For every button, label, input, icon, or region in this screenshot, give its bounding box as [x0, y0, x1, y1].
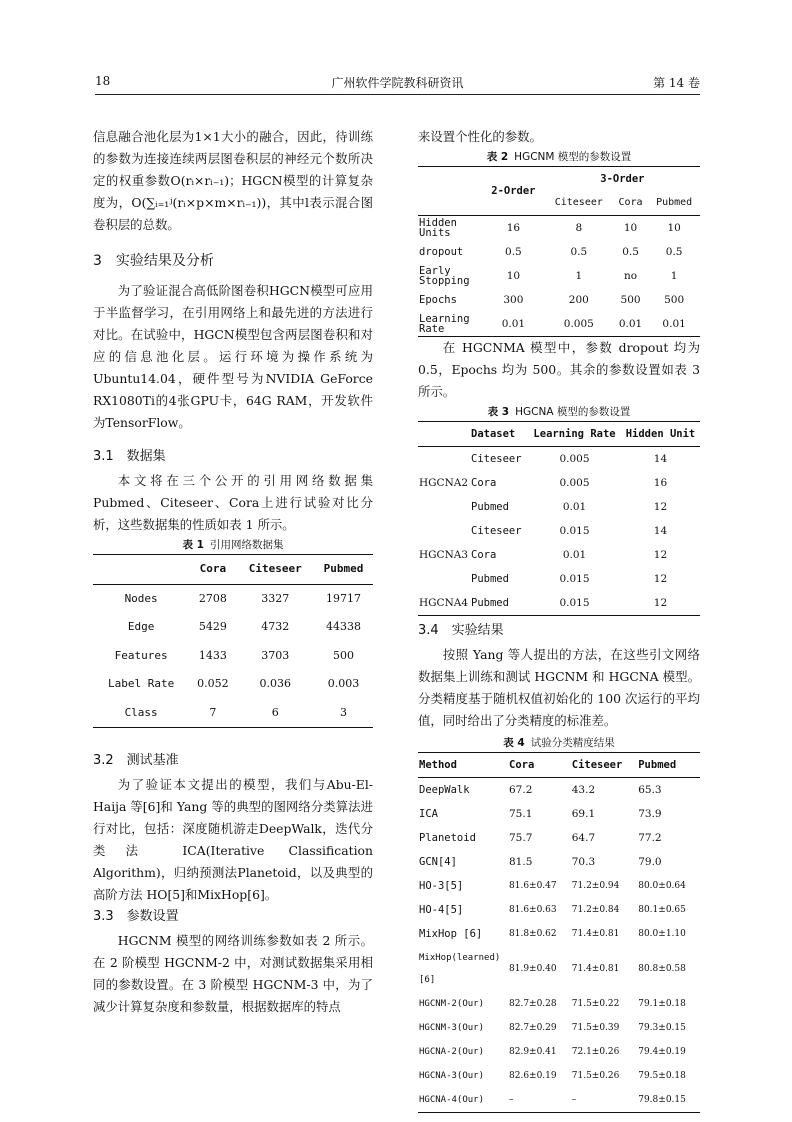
table-cell: 12 [653, 597, 668, 609]
table-row [418, 591, 700, 616]
running-header [95, 72, 700, 95]
journal-title: 广州软件学院教科研资讯 [331, 76, 464, 90]
table-row [93, 584, 373, 613]
table-cell: 0.5 [665, 246, 683, 258]
table-cell: 1 [575, 270, 583, 282]
table-cell: 0.015 [559, 597, 590, 609]
table-cell: 200 [568, 294, 589, 306]
paragraph-baselines: 为了验证本文提出的模型，我们与Abu-El-Haija 等[6]和 Yang 等的典型的图网络分类算法进行对比，包括：深度随机游走DeepWalk，迭代分类法 ICA(Iterative Classification Algorithm)，归纳预测法Planetoid，以及典型的高阶方法 HO[5]和MixHop[6]。 [93, 777, 373, 902]
table-cell: 43.2 [571, 784, 596, 796]
table-row [418, 1016, 700, 1040]
table-cell: Learning Rate [419, 313, 470, 335]
table-cell: 79.0 [638, 856, 662, 868]
table-row [418, 312, 700, 337]
table-cell: 79.1±0.18 [638, 999, 686, 1009]
section-3-heading: 3 实验结果及分析 [93, 253, 214, 269]
table-cell: 72.1±0.26 [571, 1047, 620, 1057]
table-row [418, 1064, 700, 1088]
table-cell: HGCNA-4(Our) [419, 1095, 485, 1105]
table-cell: 81.8±0.62 [509, 929, 557, 939]
table-row [418, 992, 700, 1016]
table-cell: 82.9±0.41 [509, 1047, 557, 1057]
table4-header: Method [419, 759, 457, 771]
table-cell: Pubmed [471, 501, 509, 513]
table-cell: 12 [653, 573, 668, 585]
table1-caption [93, 536, 373, 554]
table-cell: 71.2±0.84 [571, 905, 620, 915]
table-cell: 0.005 [559, 453, 590, 465]
paragraph-results: 按照 Yang 等人提出的方法，在这些引文网络数据集上训练和测试 HGCNM 和 HGCNA 模型。分类精度基于随机权值初始化的 100 次运行的平均值，同时给出了分类精度的标准差。 [418, 647, 700, 728]
table3-header: Learning Rate [533, 428, 616, 440]
table1-label: 表 1 [182, 539, 204, 551]
table-cell: 0.005 [563, 318, 594, 330]
table2-header-3order: 3-Order [600, 173, 645, 185]
table-cell: 71.5±0.26 [571, 1071, 620, 1081]
table-cell: 3 [340, 705, 348, 719]
table-row [418, 264, 700, 288]
paragraph-complexity: 信息融合池化层为1×1大小的融合，因此，待训练的参数为连接连续两层图卷积层的神经元个数所决定的权重参数O(rᵢ×rᵢ₋₁)；HGCN模型的计算复杂度为，O(∑ᵢ₌₁ʲ(rᵢ×p×m×rᵢ₋₁))，其中l表示混合图卷积层的总数。 [93, 129, 373, 232]
table-cell: 44338 [326, 620, 362, 634]
table-cell: 71.4±0.81 [571, 929, 620, 939]
table-cell: MixHop(learned)[6] [419, 953, 501, 985]
table-cell: 14 [653, 525, 668, 537]
table-cell: 81.9±0.40 [509, 964, 557, 974]
table-cell: 71.5±0.22 [571, 999, 620, 1009]
table-cell: 82.7±0.28 [509, 999, 557, 1009]
table-row [418, 778, 700, 803]
section-3-4-heading: 3.4 实验结果 [418, 623, 504, 638]
table4-title: 试验分类精度结果 [530, 737, 615, 749]
paragraph-datasets: 本文将在三个公开的引用网络数据集Pubmed、Citeseer、Cora上进行试验对比分析，这些数据集的性质如表 1 所示。 [93, 473, 373, 532]
page-number: 18 [95, 74, 111, 88]
table-cell: 3327 [261, 591, 290, 605]
table1 [93, 554, 373, 728]
table-row [418, 898, 700, 922]
table-cell: 0.5 [570, 246, 588, 258]
table-cell: 82.7±0.29 [509, 1023, 557, 1033]
table-cell: HGCNA-3(Our) [419, 1071, 485, 1081]
table-cell: 79.8±0.15 [638, 1095, 686, 1105]
table-cell: HGCNA-2(Our) [419, 1047, 485, 1057]
table-row [418, 874, 700, 898]
table-cell: 500 [620, 294, 641, 306]
table-cell: 73.9 [638, 808, 662, 820]
table-cell: 81.6±0.63 [509, 905, 557, 915]
table-cell: Hidden Units [419, 217, 457, 239]
table-cell: 71.2±0.94 [571, 881, 620, 891]
table3-group-label: HGCNA2 [419, 477, 469, 489]
section-3-3-heading: 3.3 参数设置 [93, 909, 179, 924]
table-cell: 500 [664, 294, 685, 306]
table-cell: 79.5±0.18 [638, 1071, 686, 1081]
table-cell: 2708 [198, 591, 227, 605]
table-cell: 81.5 [509, 856, 533, 868]
table-cell: 0.005 [559, 477, 590, 489]
table-cell: Pubmed [471, 597, 509, 609]
table-row [418, 240, 700, 264]
table-cell: – [571, 1095, 577, 1105]
table2-subheader: Citeseer [554, 197, 603, 208]
table-cell: 79.4±0.19 [638, 1047, 686, 1057]
table2-subheader: Cora [618, 197, 643, 208]
table3-header: Dataset [471, 428, 516, 440]
table-cell: 70.3 [571, 856, 596, 868]
table1-header: Cora [199, 562, 227, 576]
right-column [418, 126, 700, 1113]
table-cell: Cora [471, 549, 497, 561]
table3-header: Hidden Unit [625, 428, 696, 440]
table-row [418, 1040, 700, 1064]
table-cell: ICA [419, 808, 438, 820]
table1-header: Pubmed [323, 562, 364, 576]
paragraph-setup: 为了验证混合高低阶图卷积HGCN模型可应用于半监督学习，在引用网络上和最先进的方法进行对比。在试验中，HGCN模型包含两层图卷积和对应的信息池化层。运行环境为操作系统为Ubuntu14.04，硬件型号为NVIDIA GeForce RX1080Ti的4张GPU卡，64G RAM，开发软件为TensorFlow。 [93, 283, 373, 430]
table-cell: 6 [271, 705, 279, 719]
table-cell: 0.015 [559, 525, 590, 537]
table3-header [418, 422, 470, 447]
table-cell: 82.6±0.19 [509, 1071, 557, 1081]
table-cell: Pubmed [471, 573, 509, 585]
table2-empty-header [418, 167, 482, 192]
table-cell: Citeseer [471, 453, 522, 465]
table2-header-row [418, 167, 700, 192]
table-cell: Cora [471, 477, 497, 489]
table-cell: 71.5±0.39 [571, 1023, 620, 1033]
table-cell: 8 [575, 222, 583, 234]
table-cell: 19717 [326, 591, 362, 605]
table-cell: 0.052 [197, 677, 229, 691]
table-cell: 0.5 [505, 246, 522, 258]
table-cell: 75.1 [509, 808, 533, 820]
table3-title: HGCNA 模型的参数设置 [515, 406, 631, 418]
table-cell: 10 [623, 222, 638, 234]
table-cell: 0.036 [259, 677, 292, 691]
table-row [418, 519, 700, 543]
table-cell: 0.01 [562, 501, 587, 513]
table2-title: HGCNM 模型的参数设置 [514, 151, 632, 163]
table3-caption [418, 403, 700, 421]
table-cell: 16 [506, 222, 521, 234]
table3-header-row [418, 422, 700, 447]
table-cell: 81.6±0.47 [509, 881, 557, 891]
table-cell: 12 [653, 501, 668, 513]
table-cell: HO-4[5] [419, 904, 464, 916]
table1-title: 引用网络数据集 [209, 539, 284, 551]
table-cell: 7 [209, 705, 217, 719]
section-3-1-heading: 3.1 数据集 [93, 449, 166, 464]
table4 [418, 752, 700, 1113]
table-cell: DeepWalk [419, 784, 470, 796]
section-3-2-heading: 3.2 测试基准 [93, 753, 179, 768]
table4-header: Citeseer [571, 759, 623, 771]
table-row [418, 216, 700, 241]
table-cell: 79.3±0.15 [638, 1023, 686, 1033]
table-row [93, 642, 373, 671]
table-cell: Edge [127, 620, 155, 634]
table-cell: HO-3[5] [419, 880, 464, 892]
table2-subheader: Pubmed [656, 197, 693, 208]
table-row [418, 802, 700, 826]
left-column [93, 126, 373, 1018]
table-cell: 80.8±0.58 [638, 964, 686, 974]
table-cell: 1 [670, 270, 678, 282]
table-cell: 5429 [198, 620, 227, 634]
table-row [93, 613, 373, 642]
table2-label: 表 2 [486, 151, 509, 163]
table-cell: 80.1±0.65 [638, 905, 686, 915]
table-cell: 16 [653, 477, 668, 489]
table-cell: 10 [667, 222, 681, 234]
table2 [418, 166, 700, 337]
table-row [418, 946, 700, 992]
table-cell: Features [114, 648, 168, 662]
table-cell: dropout [419, 246, 464, 258]
table-cell: 300 [503, 294, 524, 306]
table-row [418, 1088, 700, 1113]
table3 [418, 421, 700, 616]
table-cell: 4732 [261, 620, 290, 634]
table-cell: 0.01 [501, 318, 526, 330]
table3-group-label: HGCNA4 [419, 597, 469, 609]
table-row [418, 850, 700, 874]
table-cell: 12 [653, 549, 668, 561]
table-cell: GCN[4] [419, 856, 457, 868]
table-cell: Citeseer [471, 525, 522, 537]
table-cell: 0.015 [559, 573, 590, 585]
table1-header: Citeseer [248, 562, 302, 576]
table-cell: 0.01 [562, 549, 587, 561]
table-cell: 14 [653, 453, 668, 465]
volume-label: 第 14 卷 [653, 76, 700, 90]
table-cell: 75.7 [509, 832, 533, 844]
table-cell: 0.01 [662, 318, 686, 330]
table-cell: Early Stopping [419, 265, 470, 287]
table-cell: HGCNM-3(Our) [419, 1023, 485, 1033]
table4-header-row [418, 753, 700, 778]
table-cell: 0.003 [327, 677, 360, 691]
paragraph-hgcnma: 在 HGCNMA 模型中，参数 dropout 均为 0.5，Epochs 均为 500。其余的参数设置如表 3 所示。 [418, 340, 700, 399]
table-cell: Label Rate [108, 677, 175, 691]
table-cell: MixHop [6] [419, 928, 483, 940]
table-cell: 64.7 [571, 832, 596, 844]
table-cell: HGCNM-2(Our) [419, 999, 485, 1009]
paragraph-params: HGCNM 模型的网络训练参数如表 2 所示。在 2 阶模型 HGCNM-2 中，对测试数据集采用相同的参数设置。在 3 阶模型 HGCNM-3 中，为了减少计算复杂度和参数量，根据数据库的特点 [93, 933, 373, 1014]
table-row [418, 826, 700, 850]
table-cell: – [509, 1095, 514, 1105]
table-cell: 0.5 [622, 246, 639, 258]
table-cell: no [624, 270, 638, 282]
table-cell: Class [124, 705, 158, 719]
table2-empty-header [418, 191, 482, 216]
table4-header: Pubmed [638, 759, 677, 771]
table3-label: 表 3 [487, 406, 510, 418]
table-cell: 500 [333, 648, 355, 662]
table4-label: 表 4 [503, 737, 525, 749]
table-cell: Epochs [419, 294, 457, 306]
table2-caption [418, 148, 700, 166]
table-cell: 1433 [198, 648, 227, 662]
table3-group-label: HGCNA3 [419, 549, 469, 561]
table-row [93, 699, 373, 728]
paragraph-personalized: 来设置个性化的参数。 [418, 129, 542, 144]
table-row [418, 922, 700, 946]
table-cell: 10 [506, 270, 521, 282]
table-cell: 69.1 [571, 808, 596, 820]
table-cell: 80.0±0.64 [638, 881, 686, 891]
table-cell: 65.3 [638, 784, 662, 796]
table2-subheader-row [418, 191, 700, 216]
table-row [418, 447, 700, 472]
table-cell: 0.01 [618, 318, 643, 330]
table-cell: Nodes [124, 591, 158, 605]
table4-header: Cora [509, 759, 535, 771]
table1-header [93, 555, 189, 585]
table4-caption [418, 734, 700, 752]
table-cell: 80.0±1.10 [638, 929, 686, 939]
table-cell: 67.2 [509, 784, 533, 796]
table1-header-row [93, 555, 373, 585]
table-row [93, 670, 373, 699]
table-cell: 3703 [261, 648, 290, 662]
table-cell: 71.4±0.81 [571, 964, 620, 974]
table-row [418, 288, 700, 312]
table-cell: 77.2 [638, 832, 662, 844]
table2-header-2order: 2-Order [491, 185, 536, 197]
table-cell: Planetoid [419, 832, 476, 844]
